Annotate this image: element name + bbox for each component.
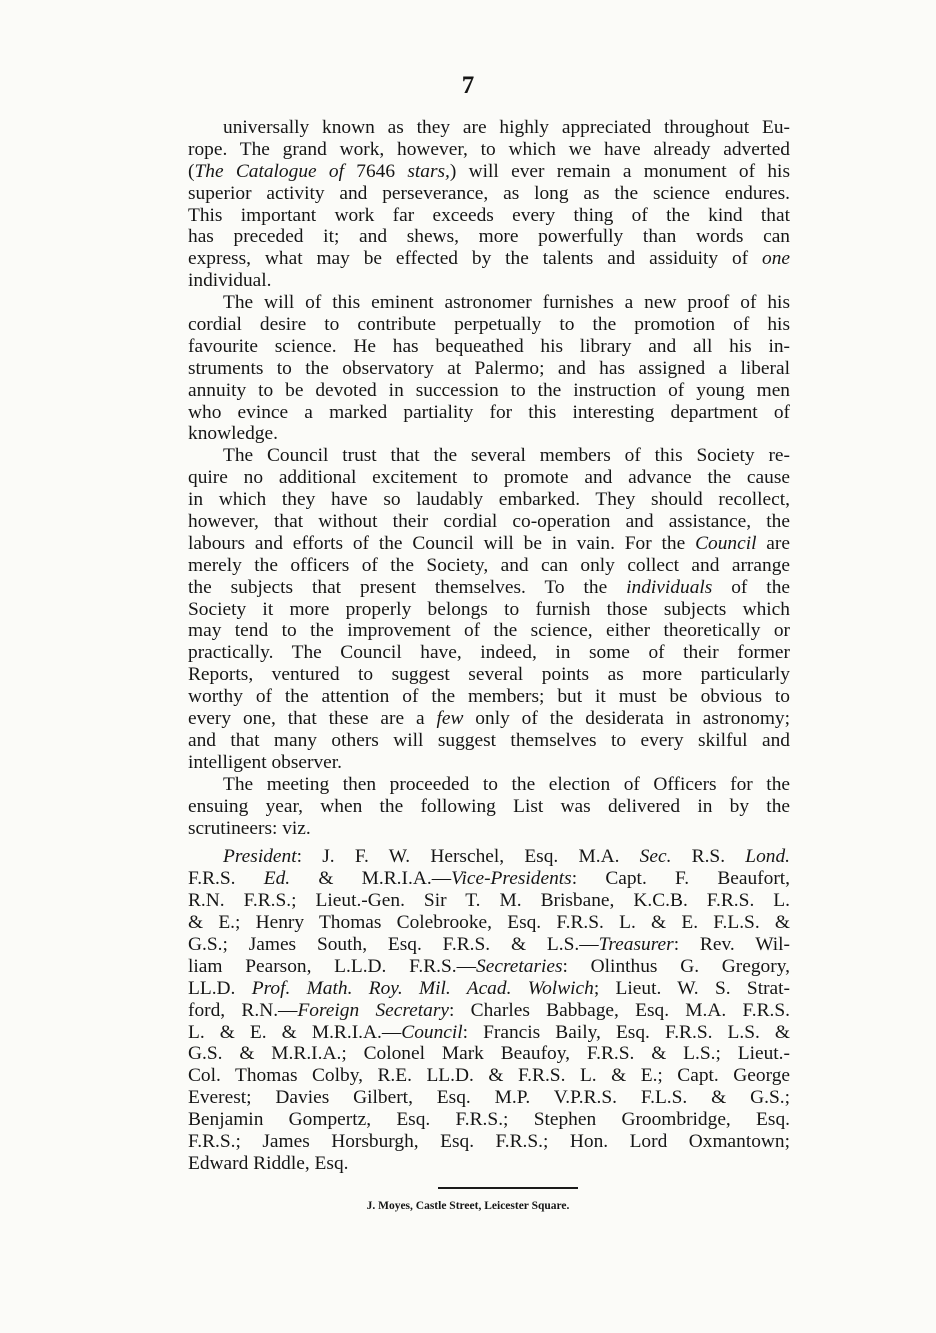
- text-run: universally known as they are highly appreciated throughout Eu-: [223, 117, 790, 138]
- text-run: every one, that these are a: [188, 708, 437, 730]
- text-run: G.S. & M.R.I.A.; Colonel Mark Beaufoy, F.R.S. & L.S.; Lieut.-: [188, 1043, 790, 1065]
- italic-text: President: [223, 846, 297, 868]
- text-line: [188, 511, 790, 533]
- text-line: [188, 934, 790, 956]
- text-line: [188, 599, 790, 621]
- text-run: The will of this eminent astronomer furnishes a new proof of his: [223, 292, 790, 314]
- text-run: ensuing year, when the following List was delivered in by the: [188, 795, 790, 817]
- text-line: [188, 818, 790, 840]
- text-run: 7646: [343, 160, 408, 182]
- text-line: [188, 402, 790, 424]
- text-run: F.R.S.: [188, 868, 264, 890]
- italic-text: individuals: [626, 576, 713, 598]
- text-line: [188, 336, 790, 358]
- text-run: may tend to the improvement of the science, either theoretically or: [188, 620, 790, 642]
- text-run: merely the officers of the Society, and can only collect and arrange: [188, 554, 790, 576]
- italic-text: stars,: [407, 160, 450, 182]
- text-line: [188, 139, 790, 161]
- text-run: L. & E. & M.R.I.A.—: [188, 1021, 402, 1043]
- text-run: R.N. F.R.S.; Lieut.-Gen. Sir T. M. Brisbane, K.C.B. F.R.S. L.: [188, 890, 790, 912]
- text-line: [188, 912, 790, 934]
- italic-text: one: [762, 248, 790, 270]
- text-line: [188, 846, 790, 868]
- text-run: liam Pearson, L.L.D. F.R.S.—: [188, 955, 477, 977]
- text-run: : Charles Babbage, Esq. M.A. F.R.S.: [449, 999, 790, 1021]
- text-run: annuity to be devoted in succession to the instruction of young men: [188, 379, 790, 401]
- text-line: [188, 205, 790, 227]
- italic-text: Treasurer: [598, 933, 674, 955]
- text-run: who evince a marked partiality for this interesting department of: [188, 401, 790, 423]
- text-run: G.S.; James South, Esq. F.R.S. & L.S.—: [188, 933, 599, 955]
- text-line: [188, 1109, 790, 1131]
- text-run: labours and efforts of the Council will be in vain. For the: [188, 532, 696, 554]
- text-line: [188, 358, 790, 380]
- text-run: : Rev. Wil-: [673, 933, 791, 955]
- text-line: [188, 270, 790, 292]
- officers-list: [188, 846, 790, 1174]
- text-run: The meeting then proceeded to the election of Officers for the: [223, 773, 790, 795]
- text-line: [188, 664, 790, 686]
- text-run: scrutineers: viz.: [188, 817, 311, 839]
- italic-text: few: [436, 708, 464, 730]
- text-run: are: [756, 532, 790, 554]
- text-run: ; Lieut. W. S. Strat-: [593, 977, 790, 999]
- text-line: [188, 248, 790, 270]
- text-run: only of the desiderata in astronomy;: [463, 708, 791, 730]
- text-run: cordial desire to contribute perpetually to the promotion of his: [188, 314, 790, 336]
- italic-text: Vice-Presidents: [451, 868, 572, 890]
- text-run: F.R.S.; James Horsburgh, Esq. F.R.S.; Hon. Lord Oxmantown;: [188, 1130, 790, 1152]
- italic-text: Council: [695, 532, 757, 554]
- body-text: [188, 117, 790, 1175]
- text-line: [188, 117, 790, 139]
- text-line: [188, 730, 790, 752]
- text-run: the subjects that present themselves. To the: [188, 576, 627, 598]
- text-line: [188, 1065, 790, 1087]
- text-run: The Council trust that the several members of this Society re-: [223, 445, 790, 467]
- text-run: superior activity and perseverance, as long as the science endures.: [188, 182, 790, 204]
- text-run: Society it more properly belongs to furnish those subjects which: [188, 598, 790, 620]
- text-run: individual.: [188, 270, 272, 292]
- text-line: [188, 686, 790, 708]
- text-run: rope. The grand work, however, to which we have already adverted: [188, 138, 790, 160]
- text-run: has preceded it; and shews, more powerfully than words can: [188, 226, 790, 248]
- text-run: in which they have so laudably embarked. They should recollect,: [188, 489, 790, 511]
- footer-rule: [438, 1187, 578, 1189]
- text-line: [188, 467, 790, 489]
- text-line: [188, 577, 790, 599]
- text-run: : Olinthus G. Gregory,: [562, 955, 790, 977]
- text-line: [188, 774, 790, 796]
- text-line: [188, 1043, 790, 1065]
- text-run: worthy of the attention of the members; but it must be obvious to: [188, 686, 790, 708]
- text-line: [188, 868, 790, 890]
- text-line: [188, 380, 790, 402]
- text-run: : Francis Baily, Esq. F.R.S. L.S. &: [462, 1021, 790, 1043]
- text-run: Col. Thomas Colby, R.E. LL.D. & F.R.S. L. & E.; Capt. George: [188, 1065, 790, 1087]
- text-run: favourite science. He has bequeathed his library and all his in-: [188, 335, 790, 357]
- italic-text: Secretaries: [476, 955, 563, 977]
- text-line: [188, 890, 790, 912]
- text-line: [188, 956, 790, 978]
- text-line: [188, 423, 790, 445]
- italic-text: Foreign Secretary: [297, 999, 450, 1021]
- text-line: [188, 555, 790, 577]
- text-line: [188, 708, 790, 730]
- italic-text: The Catalogue of: [194, 160, 344, 182]
- text-line: [188, 533, 790, 555]
- text-run: : Capt. F. Beaufort,: [571, 868, 791, 890]
- text-line: [188, 1022, 790, 1044]
- text-line: [188, 1087, 790, 1109]
- italic-text: Lond.: [745, 846, 790, 868]
- text-run: This important work far exceeds every thing of the kind that: [188, 204, 790, 226]
- text-run: knowledge.: [188, 423, 278, 445]
- text-line: [188, 292, 790, 314]
- text-run: express, what may be effected by the talents and assiduity of: [188, 248, 762, 270]
- text-line: [188, 978, 790, 1000]
- text-run: ford, R.N.—: [188, 999, 298, 1021]
- text-run: practically. The Council have, indeed, in some of their former: [188, 642, 790, 664]
- text-run: struments to the observatory at Palermo; and has assigned a liberal: [188, 357, 790, 379]
- text-run: ) will ever remain a monument of his: [449, 160, 790, 182]
- italic-text: Ed.: [263, 868, 291, 890]
- text-run: of the: [712, 576, 790, 598]
- text-line: [188, 642, 790, 664]
- text-run: : J. F. W. Herschel, Esq. M.A.: [296, 846, 640, 868]
- page-number: 7: [461, 72, 475, 99]
- text-line: [188, 314, 790, 336]
- text-run: Reports, ventured to suggest several points as more particularly: [188, 664, 790, 686]
- text-run: intelligent observer.: [188, 751, 343, 773]
- text-run: Everest; Davies Gilbert, Esq. M.P. V.P.R.S. F.L.S. & G.S.;: [188, 1087, 790, 1109]
- text-run: R.S.: [671, 846, 746, 868]
- text-run: & E.; Henry Thomas Colebrooke, Esq. F.R.S. L. & E. F.L.S. &: [188, 912, 790, 934]
- italic-text: Prof. Math. Roy. Mil. Acad. Wolwich: [251, 977, 594, 999]
- text-run: Edward Riddle, Esq.: [188, 1152, 349, 1174]
- text-line: [188, 1000, 790, 1022]
- paragraph-astronomer-will: [188, 292, 790, 445]
- paragraph-tycho-catalogue: [188, 117, 790, 292]
- text-line: [188, 489, 790, 511]
- text-line: [188, 796, 790, 818]
- text-run: however, that without their cordial co-operation and assistance, the: [188, 511, 790, 533]
- text-run: & M.R.I.A.—: [290, 868, 452, 890]
- text-run: (: [188, 160, 195, 182]
- text-line: [188, 1131, 790, 1153]
- text-line: [188, 161, 790, 183]
- italic-text: Council: [401, 1021, 463, 1043]
- text-run: quire no additional excitement to promote and advance the cause: [188, 467, 790, 489]
- text-run: and that many others will suggest themselves to every skilful and: [188, 729, 790, 751]
- paragraph-election-meeting: [188, 774, 790, 840]
- text-line: [188, 1153, 790, 1175]
- text-run: Benjamin Gompertz, Esq. F.R.S.; Stephen Groombridge, Esq.: [188, 1109, 790, 1131]
- text-line: [188, 620, 790, 642]
- text-run: LL.D.: [188, 977, 252, 999]
- text-line: [188, 445, 790, 467]
- text-line: [188, 752, 790, 774]
- text-line: [188, 226, 790, 248]
- printer-imprint: J. Moyes, Castle Street, Leicester Square.: [366, 1200, 570, 1212]
- italic-text: Sec.: [639, 846, 672, 868]
- paragraph-council-trust: [188, 445, 790, 773]
- text-line: [188, 183, 790, 205]
